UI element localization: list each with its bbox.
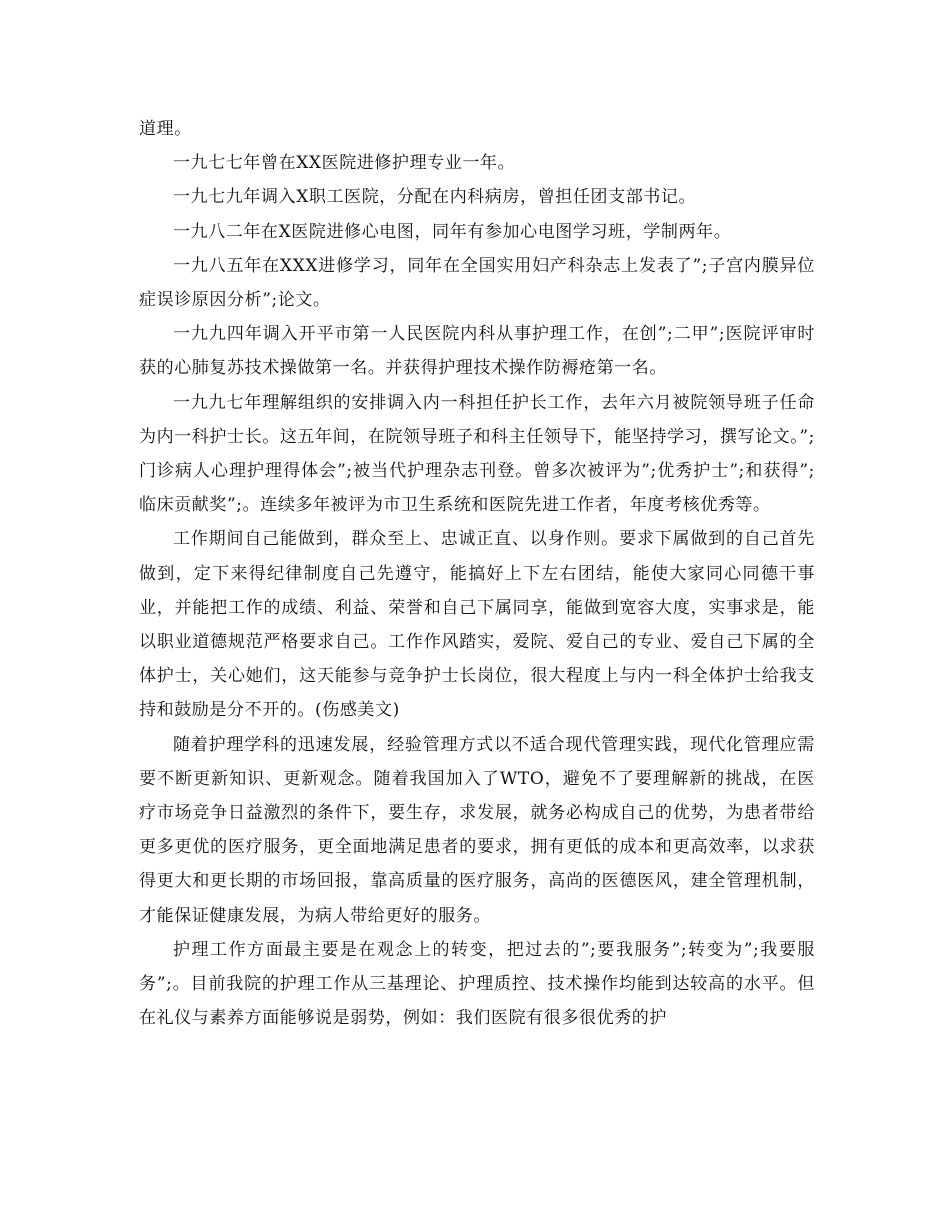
paragraph-10: 护理工作方面最主要是在观念上的转变，把过去的”;要我服务”;转变为”;我要服务”;。目前我院的护理工作从三基理论、护理质控、技术操作均能到达较高的水平。但在礼仪与素养方面能够说是弱势，例如：我们医院有很多很优秀的护	[139, 939, 815, 1029]
document-page	[139, 112, 815, 1035]
paragraph-2: 一九七七年曾在XX医院进修护理专业一年。	[173, 153, 516, 174]
paragraph-3: 一九七九年调入X职工医院，分配在内科病房，曾担任团支部书记。	[173, 187, 697, 208]
paragraph-9: 随着护理学科的迅速发展，经验管理方式以不适合现代管理实践，现代化管理应需要不断更新知识、更新观念。随着我国加入了WTO，避免不了要理解新的挑战，在医疗市场竞争日益激烈的条件下，要生存，求发展，就务必构成自己的优势，为患者带给更多更优的医疗服务，更全面地满足患者的要求，拥有更低的成本和更高效率，以求获得更大和更长期的市场回报，靠高质量的医疗服务，高尚的医德医风，建全管理机制，才能保证健康发展，为病人带给更好的服务。	[139, 734, 815, 926]
paragraph-8: 工作期间自己能做到，群众至上、忠诚正直、以身作则。要求下属做到的自己首先做到，定下来得纪律制度自己先遵守，能搞好上下左右团结，能使大家同心同德干事业，并能把工作的成绩、利益、荣誉和自己下属同享，能做到宽容大度，实事求是，能以职业道德规范严格要求自己。工作作风踏实，爱院、爱自己的专业、爱自己下属的全体护士，关心她们，这天能参与竞争护士长岗位，很大程度上与内一科全体护士给我支持和鼓励是分不开的。(伤感美文)	[139, 529, 815, 721]
paragraph-6: 一九九四年调入开平市第一人民医院内科从事护理工作，在创”;二甲”;医院评审时获的心肺复苏技术操做第一名。并获得护理技术操作防褥疮第一名。	[139, 324, 815, 379]
paragraph-1: 道理。	[139, 119, 192, 139]
paragraph-5: 一九八五年在XXX进修学习，同年在全国实用妇产科杂志上发表了”;子宫内膜异位症误诊原因分析”;论文。	[139, 255, 815, 311]
paragraph-7: 一九九七年理解组织的安排调入内一科担任护长工作，去年六月被院领导班子任命为内一科护士长。这五年间，在院领导班子和科主任领导下，能坚持学习，撰写论文。”;门诊病人心理护理得体会”;被当代护理杂志刊登。曾多次被评为”;优秀护士”;和获得”;临床贡献奖”;。连续多年被评为市卫生系统和医院先进工作者，年度考核优秀等。	[139, 392, 815, 516]
paragraph-4: 一九八二年在X医院进修心电图，同年有参加心电图学习班，学制两年。	[173, 221, 732, 242]
